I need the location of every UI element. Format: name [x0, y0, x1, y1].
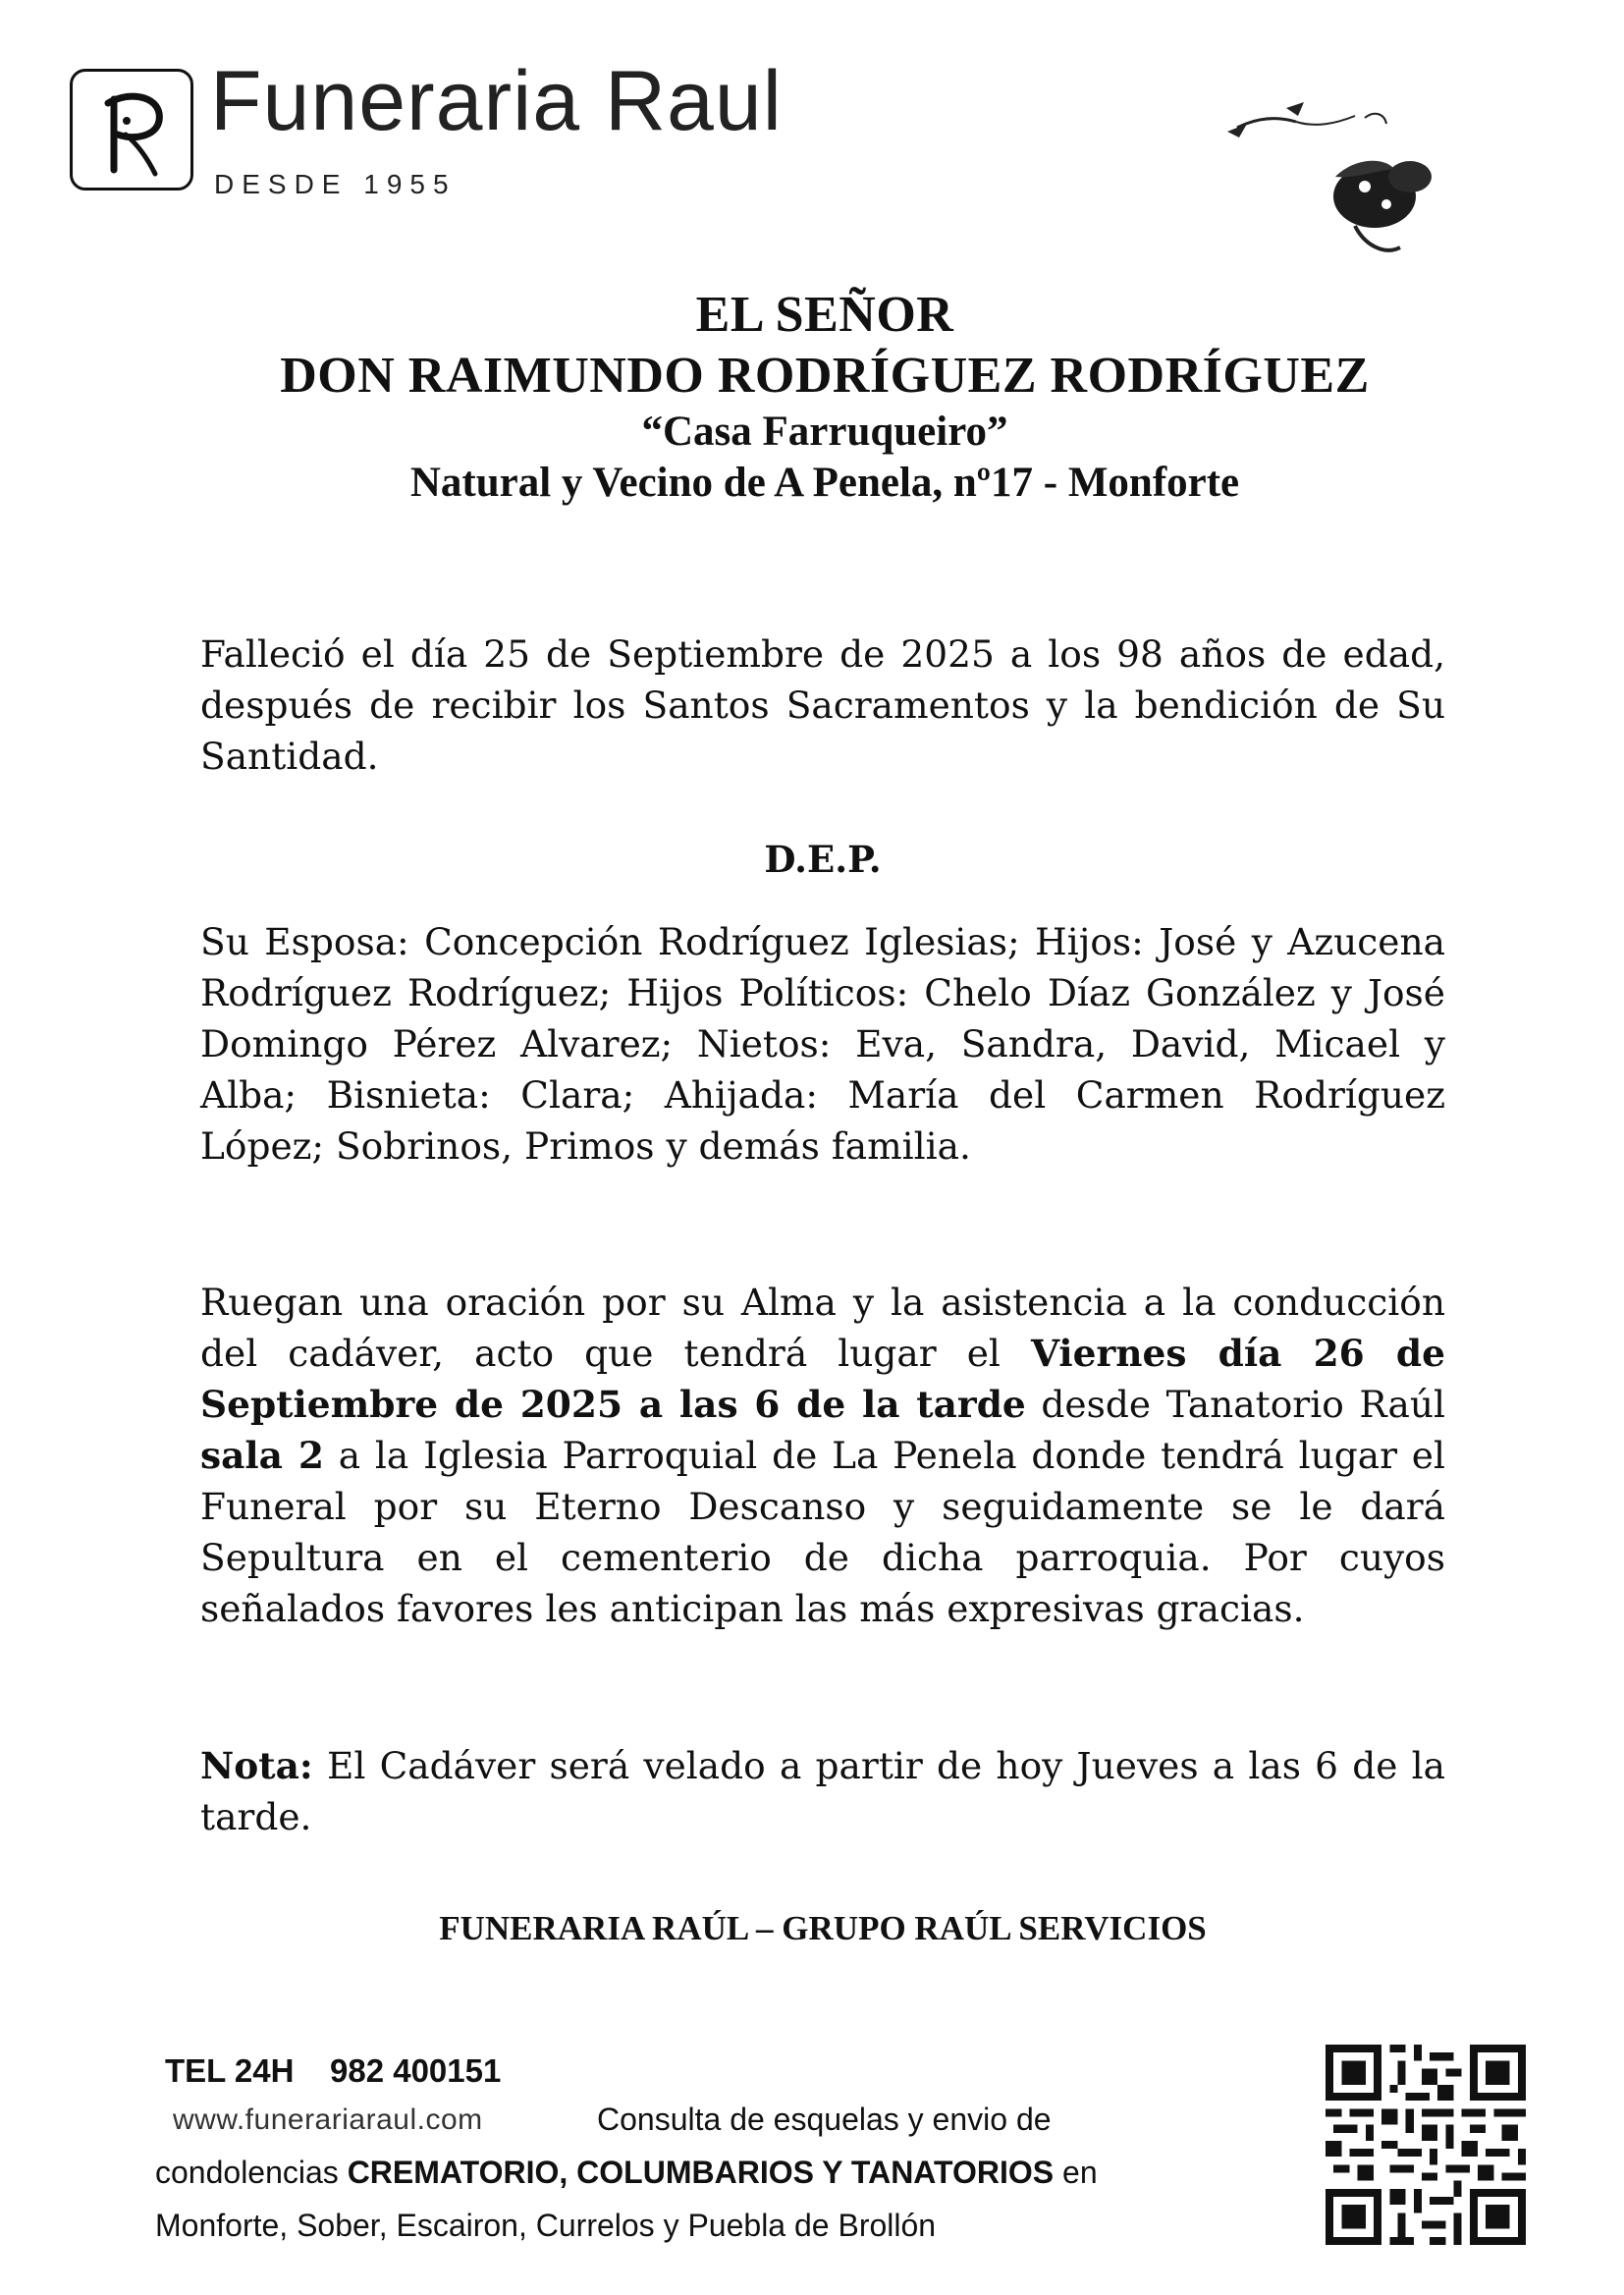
services-line — [155, 2155, 1098, 2191]
tel-label: TEL 24H — [165, 2052, 295, 2089]
brand-since: DESDE 1955 — [214, 169, 457, 199]
services-text: CREMATORIO, COLUMBARIOS Y TANATORIOS — [347, 2155, 1055, 2190]
consulta-text: Consulta de esquelas y envio de — [597, 2102, 1052, 2137]
website-link[interactable]: www.funerariaraul.com — [173, 2104, 483, 2136]
footer-org: FUNERARIA RAÚL – GRUPO RAÚL SERVICIOS — [439, 1909, 1207, 1947]
house-name: “Casa Farruqueiro” — [641, 409, 1008, 455]
ceremony-room: sala 2 — [200, 1434, 324, 1477]
note-text: El Cadáver será velado a partir de hoy Jueves a las 6 de la tarde. — [200, 1744, 1445, 1838]
title-line1: EL SEÑOR — [695, 287, 954, 343]
dep-heading: D.E.P. — [764, 838, 882, 881]
ceremony-paragraph — [200, 1277, 1445, 1634]
logo-mark — [70, 69, 193, 191]
ceremony-rest: a la Iglesia Parroquial de La Penela donde tendrá lugar el Funeral por su Eterno Descanso y seguidamente se le dará Sepultura en el cementerio de dicha parroquia. Por cuyos señalados favores les anticipan las más expresivas gracias. — [200, 1434, 1445, 1630]
note-paragraph — [200, 1740, 1445, 1842]
condolencias-text: condolencias — [155, 2155, 339, 2190]
en-text: en — [1062, 2155, 1098, 2190]
deceased-name: DON RAIMUNDO RODRÍGUEZ RODRÍGUEZ — [280, 348, 1370, 404]
ceremony-from: desde Tanatorio Raúl — [1041, 1383, 1446, 1426]
flower-bird-icon — [1218, 88, 1443, 265]
qr-code-icon[interactable] — [1326, 2045, 1526, 2245]
ceremony-date-time: Viernes día 26 de Septiembre de 2025 a las 6 de la tarde — [200, 1332, 1446, 1426]
origin-line: Natural y Vecino de A Penela, nº17 - Monforte — [409, 460, 1240, 506]
note-label: Nota: — [200, 1744, 313, 1787]
ceremony-intro: Ruegan una oración por su Alma y la asistencia a la conducción del cadáver, acto que tendrá lugar el — [200, 1281, 1445, 1375]
towns-line: Monforte, Sober, Escairon, Currelos y Puebla de Brollón — [155, 2208, 937, 2243]
funeraria-raul-logo-icon — [73, 72, 196, 193]
death-notice: Falleció el día 25 de Septiembre de 2025 a los 98 años de edad, después de recibir los Santos Sacramentos y la bendición de Su Santidad. — [200, 632, 1445, 778]
family-paragraph: Su Esposa: Concepción Rodríguez Iglesias; Hijos: José y Azucena Rodríguez Rodríguez; Hijos Políticos: Chelo Díaz González y José Domingo Pérez Alvarez; Nietos: Eva, Sandra, David, Micael y Alba; Bisnieta: Clara; Ahijada: María del Carmen Rodríguez López; Sobrinos, Primos y demás familia. — [200, 920, 1445, 1168]
brand-name: Funeraria Raul — [210, 54, 783, 148]
tel-number[interactable]: 982 400151 — [330, 2052, 502, 2089]
title-block — [147, 285, 1502, 509]
